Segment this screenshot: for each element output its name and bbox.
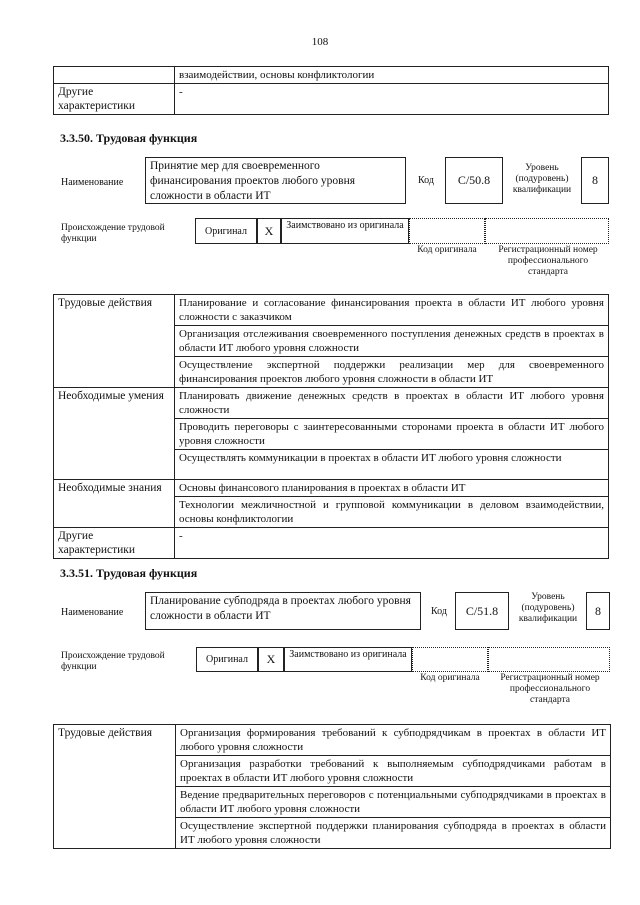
table-row: [54, 528, 609, 559]
borrowed-label: Заимствовано из оригинала: [286, 220, 404, 231]
borrowed-cell: [281, 218, 409, 244]
row-text: Проводить переговоры с заинтересованными сторонами проекта в области ИТ любого уровня сложности: [175, 419, 609, 450]
group-label: Необходимые знания: [54, 480, 175, 528]
original-label: Оригинал: [206, 654, 248, 665]
function-details-table: [53, 294, 609, 559]
level-label: Уровень (подуровень) квалификации: [518, 592, 578, 624]
level-label: Уровень (подуровень) квалификации: [512, 163, 572, 195]
name-label: Наименование: [61, 607, 124, 618]
row-label: Другие характеристики: [54, 84, 175, 115]
table-row: [54, 295, 609, 326]
original-cell: [196, 647, 258, 672]
reg-number-label: Регистрационный номер профессионального стандарта: [498, 245, 598, 277]
row-text: Осуществлять коммуникации в проектах в области ИТ любого уровня сложности: [175, 450, 609, 480]
row-text: взаимодействии, основы конфликтологии: [175, 67, 609, 84]
row-text: Основы финансового планирования в проектах в области ИТ: [175, 480, 609, 497]
group-label: Другие характеристики: [54, 528, 175, 559]
row-text: Организация отслеживания своевременного поступления денежных средств в проектах в области ИТ любого уровня сложности: [175, 326, 609, 357]
continuation-table: [53, 66, 609, 115]
row-text: -: [175, 528, 609, 559]
table-row: [54, 84, 609, 115]
name-label: Наименование: [61, 177, 124, 188]
row-text: Ведение предварительных переговоров с потенциальными субподрядчиками в проектах в области ИТ любого уровня сложности: [176, 787, 611, 818]
row-label: [54, 67, 175, 84]
qualification-level: 8: [581, 157, 609, 204]
borrowed-label: Заимствовано из оригинала: [289, 649, 407, 660]
reg-number-label: Регистрационный номер профессионального стандарта: [500, 673, 600, 705]
group-label: Необходимые умения: [54, 388, 175, 480]
original-label: Оригинал: [205, 225, 247, 237]
code-original-label: Код оригинала: [420, 673, 480, 683]
group-label: Трудовые действия: [54, 725, 176, 849]
table-row: [54, 725, 611, 756]
row-text: Планировать движение денежных средств в проектах в области ИТ любого уровня сложности: [175, 388, 609, 419]
row-text: Организация разработки требований к выполняемым субподрядчиками работам в проектах в области ИТ любого уровня сложности: [176, 756, 611, 787]
section-title: 3.3.50. Трудовая функция: [60, 131, 198, 145]
row-text: Технологии межличностной и групповой коммуникации в деловом взаимодействии, основы конфликтологии: [175, 497, 609, 528]
reg-number-cell: [485, 218, 609, 244]
original-mark: X: [258, 647, 284, 672]
origin-label: Происхождение трудовой функции: [61, 651, 165, 672]
section-title: 3.3.51. Трудовая функция: [60, 566, 198, 580]
origin-label: Происхождение трудовой функции: [61, 223, 165, 244]
function-code: C/50.8: [445, 157, 503, 204]
table-row: [54, 388, 609, 419]
code-original-cell: [412, 647, 488, 672]
code-original-label: Код оригинала: [417, 245, 477, 255]
function-details-table: [53, 724, 611, 849]
function-code: C/51.8: [455, 592, 509, 630]
original-mark: X: [257, 218, 281, 244]
row-text: Осуществление экспертной поддержки реализации мер для своевременного финансирования проектов любого уровня сложности в области ИТ: [175, 357, 609, 388]
borrowed-cell: [284, 647, 412, 672]
row-text: Организация формирования требований к субподрядчикам в проектах в области ИТ любого уровня сложности: [176, 725, 611, 756]
page-number: 108: [311, 36, 329, 48]
table-row: [54, 480, 609, 497]
qualification-level: 8: [586, 592, 610, 630]
original-cell: [195, 218, 257, 244]
code-label: Код: [431, 606, 447, 617]
code-original-cell: [409, 218, 485, 244]
row-text: Планирование и согласование финансирования проекта в области ИТ любого уровня сложности с заказчиком: [175, 295, 609, 326]
table-row: [54, 67, 609, 84]
row-text: Осуществление экспертной поддержки планирования субподряда в проектах в области ИТ любого уровня сложности: [176, 818, 611, 849]
code-label: Код: [418, 175, 434, 186]
function-name: Планирование субподряда в проектах любого уровня сложности в области ИТ: [145, 592, 421, 630]
group-label: Трудовые действия: [54, 295, 175, 388]
reg-number-cell: [488, 647, 610, 672]
function-name: Принятие мер для своевременного финансирования проектов любого уровня сложности в области ИТ: [145, 157, 406, 204]
row-text: -: [175, 84, 609, 115]
